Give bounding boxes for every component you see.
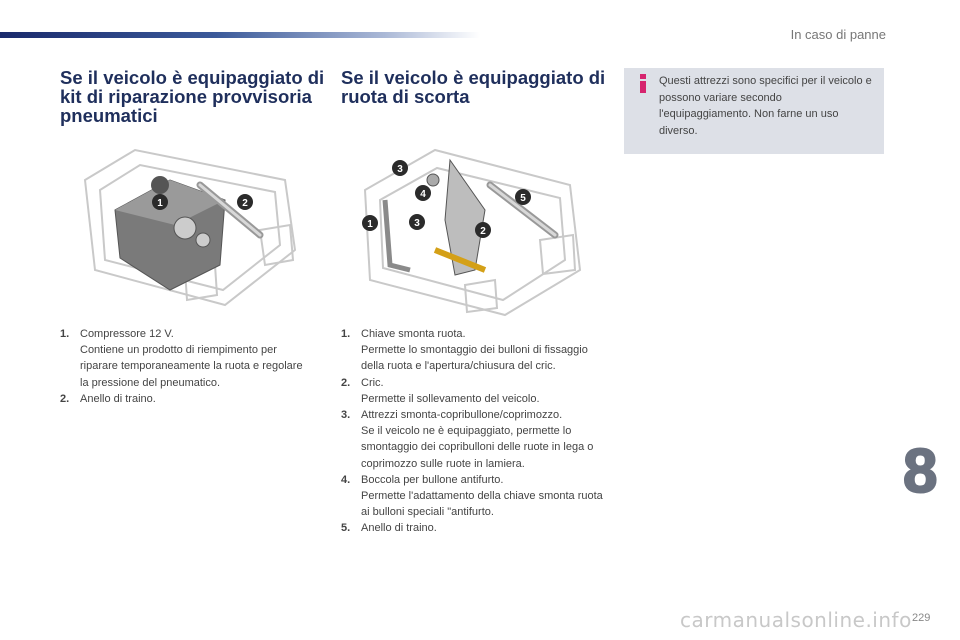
info-icon: [636, 73, 650, 93]
svg-text:2: 2: [242, 198, 248, 209]
badge-3-top: [392, 160, 408, 176]
item-name: Compressore 12 V.: [80, 328, 174, 340]
svg-text:2: 2: [480, 226, 486, 237]
badge-1-mid: [362, 215, 378, 231]
item-name: Boccola per bullone antifurto.: [361, 473, 504, 486]
badge-4: [415, 185, 431, 201]
item-desc: Contiene un prodotto di riempimento per riparare temporaneamente la ruota e regolare la pressione del pneumatico.: [80, 344, 303, 389]
watermark: carmanualsonline.info: [680, 608, 912, 632]
list-item: 4. Boccola per bullone antifurto. Permette l'adattamento della chiave smonta ruota ai bulloni speciali "antifurto.: [341, 473, 603, 519]
item-name: Anello di traino.: [80, 392, 156, 405]
svg-text:1: 1: [367, 219, 373, 230]
badge-2-left: [237, 194, 253, 210]
item-desc: Permette l'adattamento della chiave smonta ruota ai bulloni speciali "antifurto.: [361, 490, 603, 519]
header-accent-bar: [0, 32, 480, 38]
badge-3-bottom: [409, 214, 425, 230]
badge-2-mid: [475, 222, 491, 238]
list-item: 1. Chiave smonta ruota. Permette lo smontaggio dei bulloni di fissaggio della ruota e l'apertura/chiusura del cric.: [341, 328, 588, 373]
left-section-title: Se il veicolo è equipaggiato di kit di riparazione provvisoria pneumatici: [60, 67, 325, 126]
item-name: Cric.: [361, 376, 384, 389]
item-desc: Permette lo smontaggio dei bulloni di fissaggio della ruota e l'apertura/chiusura del cric.: [361, 344, 588, 373]
list-item: 1. Compressore 12 V. Contiene un prodotto di riempimento per riparare temporaneamente la ruota e regolare la pressione del pneumatico.: [60, 328, 303, 389]
svg-text:4: 4: [420, 189, 426, 200]
page-number: 229: [912, 612, 931, 624]
svg-text:3: 3: [397, 164, 403, 175]
svg-text:3: 3: [414, 218, 420, 229]
tire-repair-kit-illustration: [75, 140, 305, 310]
list-item: 3. Attrezzi smonta-copribullone/coprimozzo. Se il veicolo ne è equipaggiato, permette lo smontaggio dei copribulloni delle ruote in lega o coprimozzo sulle ruote in lamiera.: [341, 409, 594, 470]
badge-1-left: [152, 194, 168, 210]
list-item: 5. Anello di traino.: [341, 522, 437, 535]
svg-text:1: 1: [157, 198, 163, 209]
chapter-number: 8: [903, 437, 938, 506]
item-name: Chiave smonta ruota.: [361, 328, 466, 340]
left-items-list: [60, 326, 310, 407]
list-item: 2. Cric. Permette il sollevamento del veicolo.: [341, 376, 540, 405]
item-desc: Permette il sollevamento del veicolo.: [361, 392, 540, 405]
item-name: Attrezzi smonta-copribullone/coprimozzo.: [361, 409, 563, 422]
svg-text:5: 5: [520, 193, 526, 204]
item-desc: Se il veicolo ne è equipaggiato, permette lo smontaggio dei copribulloni delle ruote in lega o coprimozzo sulle ruote in lamiera.: [361, 425, 594, 470]
section-label: In caso di panne: [790, 27, 886, 42]
info-text: Questi attrezzi sono specifici per il veicolo e possono variare secondo l'equipaggiamento. Non farne un uso diverso.: [659, 75, 872, 137]
middle-items-list: [341, 326, 611, 537]
list-item: 2. Anello di traino.: [60, 392, 156, 405]
middle-section-title: Se il veicolo è equipaggiato di ruota di scorta: [341, 67, 606, 107]
spare-wheel-tools-illustration: [355, 140, 585, 320]
item-name: Anello di traino.: [361, 522, 437, 535]
badge-5: [515, 189, 531, 205]
